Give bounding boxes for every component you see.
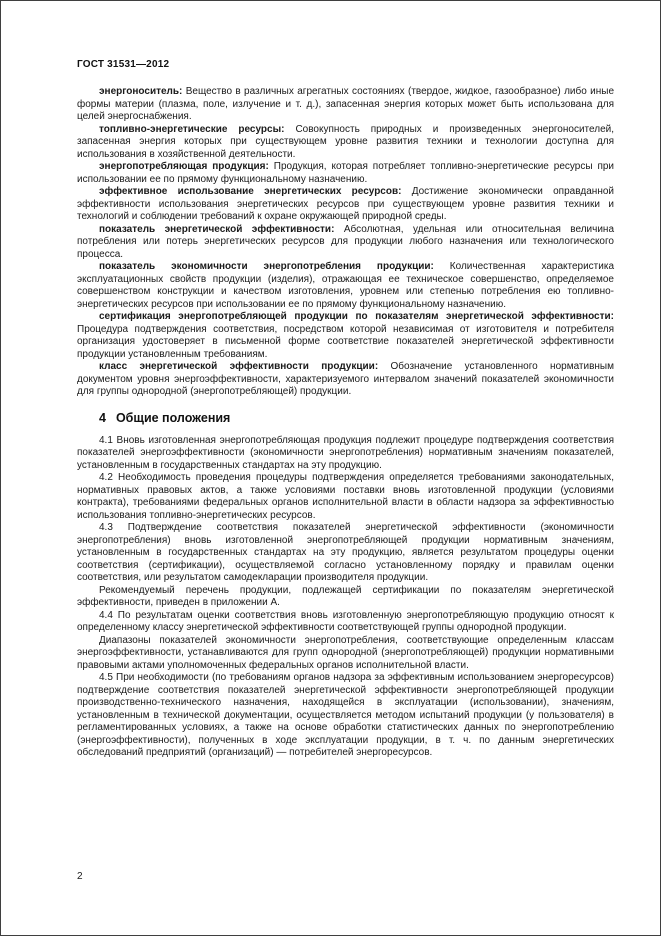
term-label: показатель энергетической эффективности: (99, 223, 335, 235)
term-label: энергоноситель: (99, 86, 183, 97)
definition-paragraph (77, 361, 614, 399)
term-definition: Абсолютная, удельная или относительная величина потребления или потерь энергетических ресурсов для продукции любого назначения или технологического процесса. (77, 223, 615, 260)
section-paragraph: Рекомендуемый перечень продукции, подлежащей сертификации по показателям энергетической эффективности, приведен в приложении А. (77, 584, 614, 608)
term-definition: Количественная характеристика эксплуатационных свойств продукции (изделия), отражающая ее техническое совершенство, определяемое совершенством конструкции и качеством изготовления, уровнем или степенью потребления ею топливно-энергетических ресурсов при использовании ее по прямому функциональному назначению. (77, 261, 615, 310)
term-label: энергопотребляющая продукция: (99, 161, 269, 172)
definition-paragraph (77, 86, 614, 124)
term-definition: Продукция, которая потребляет топливно-энергетические ресурсы при использовании ее по прямому функциональному назначению. (77, 161, 615, 185)
term-label: показатель экономичности энергопотребления продукции: (99, 261, 434, 272)
term-definition: Вещество в различных агрегатных состояниях (твердое, жидкое, газообразное) либо иные формы материи (плазма, поле, излучение и т. д.), запасенная энергия которых может быть использована для целей энергоснабжения. (77, 86, 614, 122)
page-number: 2 (77, 871, 83, 882)
definition-paragraph (77, 224, 614, 262)
section-paragraph: Диапазоны показателей экономичности энергопотребления, соответствующие определенным классам энергоэффективности, устанавливаются для групп однородной (энергопотребляющей) продукции нормативными правовыми актами уполномоченных федеральных органов исполнительной власти. (77, 634, 614, 671)
term-label: класс энергетической эффективности продукции: (99, 361, 379, 372)
term-definition: Совокупность природных и произведенных энергоносителей, запасенная энергия которых при существующем уровне развития техники и технологии доступна для использования в хозяйственной деятельности. (77, 123, 615, 160)
section-paragraph: 4.1 Вновь изготовленная энергопотребляющая продукция подлежит процедуре подтверждения соответствия показателей энергоэффективности (экономичности энергопотребления) нормативным значениям показателей, установленным в государственных стандартах на эту продукцию. (77, 434, 614, 471)
definition-paragraph (77, 186, 614, 224)
section-paragraph: 4.2 Необходимость проведения процедуры подтверждения определяется требованиями законодательных, нормативных правовых актов, а также условиями поставки вновь изготовленной продукции (условиями контракта), требованиями федеральных органов исполнительной власти в области надзора за эффективностью использования топливно-энергетических ресурсов. (77, 472, 614, 521)
term-label: топливно-энергетические ресурсы: (99, 123, 285, 135)
term-label: эффективное использование энергетических ресурсов: (99, 186, 402, 197)
definitions-section (77, 86, 614, 399)
section-paragraph: 4.5 При необходимости (по требованиям органов надзора за эффективным использованием энергоресурсов) подтверждение соответствия показателей энергетической эффективности энергопотребляющей продукции производственно-технического назначения, находящейся в эксплуатации (использовании), значениям, установленным в технической документации, осуществляется методом испытаний продукции (у пользователя) в регламентированных условиях, а также на основе обработки статистических данных по энергопотреблению (энергоэффективности), полученных в ходе эксплуатации продукции, в т. ч. по данным энергетических обследований предприятий (организаций) — потребителей энергоресурсов. (77, 672, 614, 758)
section-number: 4 (99, 410, 106, 425)
term-label: сертификация энергопотребляющей продукции по показателям энергетической эффективности: (99, 311, 614, 322)
section-paragraph: 4.4 По результатам оценки соответствия вновь изготовленную энергопотребляющую продукцию относят к определенному классу энергетической эффективности соответствующей группы однородной продукции. (77, 609, 614, 633)
section-heading (99, 411, 614, 425)
definition-paragraph (77, 311, 614, 361)
gost-document-number: ГОСТ 31531—2012 (77, 59, 170, 70)
definition-paragraph (77, 124, 614, 162)
section-title: Общие положения (115, 410, 231, 425)
definition-paragraph (77, 161, 614, 186)
section-paragraph: 4.3 Подтверждение соответствия показателей энергетической эффективности (экономичности энергопотребления) вновь изготовленной энергопотребляющей продукции нормативным значениям, установленным в государственных стандартах на эту продукцию, является результатом процедуры оценки соответствия (сертификации), осуществляемой согласно установленному порядку и правилам оценки соответствия, или результатом самодекларации производителя продукции. (77, 522, 614, 583)
page-content (77, 59, 614, 760)
general-provisions-section (77, 435, 614, 760)
definition-paragraph (77, 261, 614, 311)
term-definition: Процедура подтверждения соответствия, посредством которой независимая от изготовителя и потребителя организация удостоверяет в письменной форме соответствие показателей энергетической эффективности продукции установленным требованиям. (77, 323, 614, 360)
term-definition: Достижение экономически оправданной эффективности использования энергетических ресурсов при существующем уровне развития техники и технологий и соблюдении требований к охране окружающей природной среды. (77, 186, 614, 222)
term-definition: Обозначение установленного нормативным документом уровня энергоэффективности, характеризуемого интервалом значений показателей экономичности для группы однородной (энергопотребляющей) продукции. (77, 361, 614, 397)
